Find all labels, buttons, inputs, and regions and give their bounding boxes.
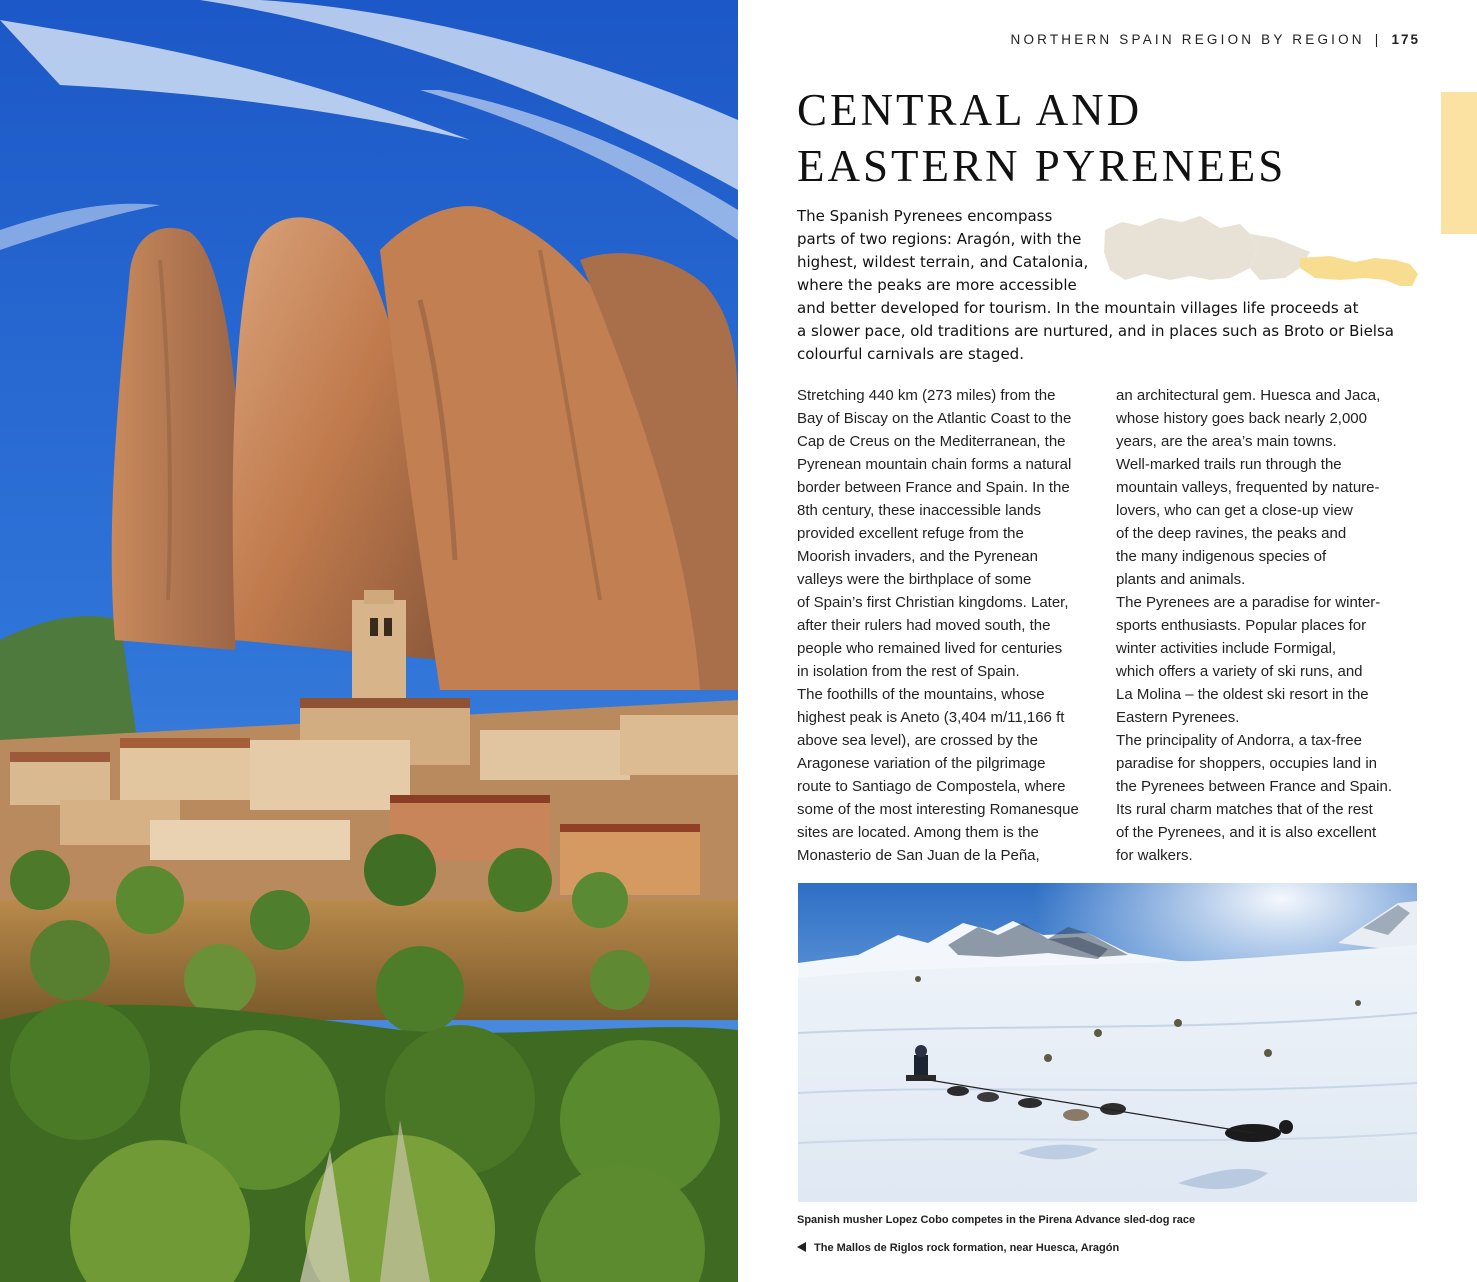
- intro-paragraph: [797, 205, 1397, 366]
- body-line: Eastern Pyrenees.: [1116, 709, 1240, 726]
- body-line: winter activities include Formigal,: [1116, 640, 1337, 657]
- body-line: above sea level), are crossed by the: [797, 732, 1038, 749]
- body-line: Its rural charm matches that of the rest: [1116, 801, 1373, 818]
- body-line: Monasterio de San Juan de la Peña,: [797, 847, 1040, 864]
- body-line: border between France and Spain. In the: [797, 479, 1070, 496]
- body-line: 8th century, these inaccessible lands: [797, 502, 1042, 519]
- body-line: provided excellent refuge from the: [797, 525, 1024, 542]
- body-line: Pyrenean mountain chain forms a natural: [797, 456, 1072, 473]
- mallos-photo-caption: [797, 1242, 1119, 1254]
- body-line: Aragonese variation of the pilgrimage: [797, 755, 1046, 772]
- intro-line: parts of two regions: Aragón, with the: [797, 230, 1082, 248]
- body-line: highest peak is Aneto (3,404 m/11,166 ft: [797, 709, 1065, 726]
- body-line: Stretching 440 km (273 miles) from the: [797, 387, 1056, 404]
- intro-line: The Spanish Pyrenees encompass: [797, 207, 1053, 225]
- body-line: Bay of Biscay on the Atlantic Coast to the: [797, 410, 1072, 427]
- mallos-de-riglos-photo: [0, 0, 738, 1282]
- body-line: for walkers.: [1116, 847, 1193, 864]
- body-line: mountain valleys, frequented by nature-: [1116, 479, 1380, 496]
- body-line: in isolation from the rest of Spain.: [797, 663, 1020, 680]
- body-line: the Pyrenees between France and Spain.: [1116, 778, 1393, 795]
- body-line: lovers, who can get a close-up view: [1116, 502, 1353, 519]
- body-line: after their rulers had moved south, the: [797, 617, 1051, 634]
- body-line: years, are the area’s main towns.: [1116, 433, 1337, 450]
- body-line: The foothills of the mountains, whose: [797, 686, 1045, 703]
- intro-line: colourful carnivals are staged.: [797, 345, 1024, 363]
- intro-line: and better developed for tourism. In the mountain villages life proceeds at: [797, 299, 1359, 317]
- body-line: paradise for shoppers, occupies land in: [1116, 755, 1377, 772]
- intro-line: highest, wildest terrain, and Catalonia,: [797, 253, 1089, 271]
- body-line: whose history goes back nearly 2,000: [1116, 410, 1367, 427]
- body-line: The Pyrenees are a paradise for winter-: [1116, 594, 1381, 611]
- body-line: Moorish invaders, and the Pyrenean: [797, 548, 1038, 565]
- body-line: an architectural gem. Huesca and Jaca,: [1116, 387, 1381, 404]
- body-line: La Molina – the oldest ski resort in the: [1116, 686, 1369, 703]
- left-arrow-icon: [797, 1242, 806, 1252]
- body-line: people who remained lived for centuries: [797, 640, 1063, 657]
- body-line: which offers a variety of ski runs, and: [1116, 663, 1363, 680]
- page-title: [797, 82, 1286, 194]
- body-line: of the Pyrenees, and it is also excellent: [1116, 824, 1377, 841]
- body-line: plants and animals.: [1116, 571, 1246, 588]
- body-line: The principality of Andorra, a tax-free: [1116, 732, 1362, 749]
- title-line-1: CENTRAL AND: [797, 85, 1143, 135]
- body-line: sports enthusiasts. Popular places for: [1116, 617, 1367, 634]
- chapter-thumb-tab: [1441, 92, 1477, 234]
- intro-line: a slower pace, old traditions are nurtured, and in places such as Broto or Bielsa: [797, 322, 1394, 340]
- body-line: some of the most interesting Romanesque: [797, 801, 1079, 818]
- body-line: of the deep ravines, the peaks and: [1116, 525, 1347, 542]
- page-number: 175: [1391, 32, 1420, 47]
- section-title: NORTHERN SPAIN REGION BY REGION: [1010, 32, 1365, 47]
- title-line-2: EASTERN PYRENEES: [797, 141, 1287, 191]
- body-line: valleys were the birthplace of some: [797, 571, 1032, 588]
- sled-dog-photo-caption: Spanish musher Lopez Cobo competes in the Pirena Advance sled-dog race: [797, 1214, 1196, 1226]
- header-separator: |: [1374, 32, 1382, 47]
- body-line: route to Santiago de Compostela, where: [797, 778, 1066, 795]
- intro-line: where the peaks are more accessible: [797, 276, 1077, 294]
- running-header: [900, 32, 1420, 47]
- body-column-2: [1116, 384, 1416, 867]
- body-column-1: [797, 384, 1102, 867]
- body-line: of Spain’s first Christian kingdoms. Later,: [797, 594, 1069, 611]
- body-line: Well-marked trails run through the: [1116, 456, 1342, 473]
- body-line: the many indigenous species of: [1116, 548, 1327, 565]
- sled-dog-race-photo: [798, 883, 1417, 1202]
- mallos-caption-text: The Mallos de Riglos rock formation, near Huesca, Aragón: [814, 1242, 1120, 1254]
- body-line: sites are located. Among them is the: [797, 824, 1039, 841]
- body-line: Cap de Creus on the Mediterranean, the: [797, 433, 1066, 450]
